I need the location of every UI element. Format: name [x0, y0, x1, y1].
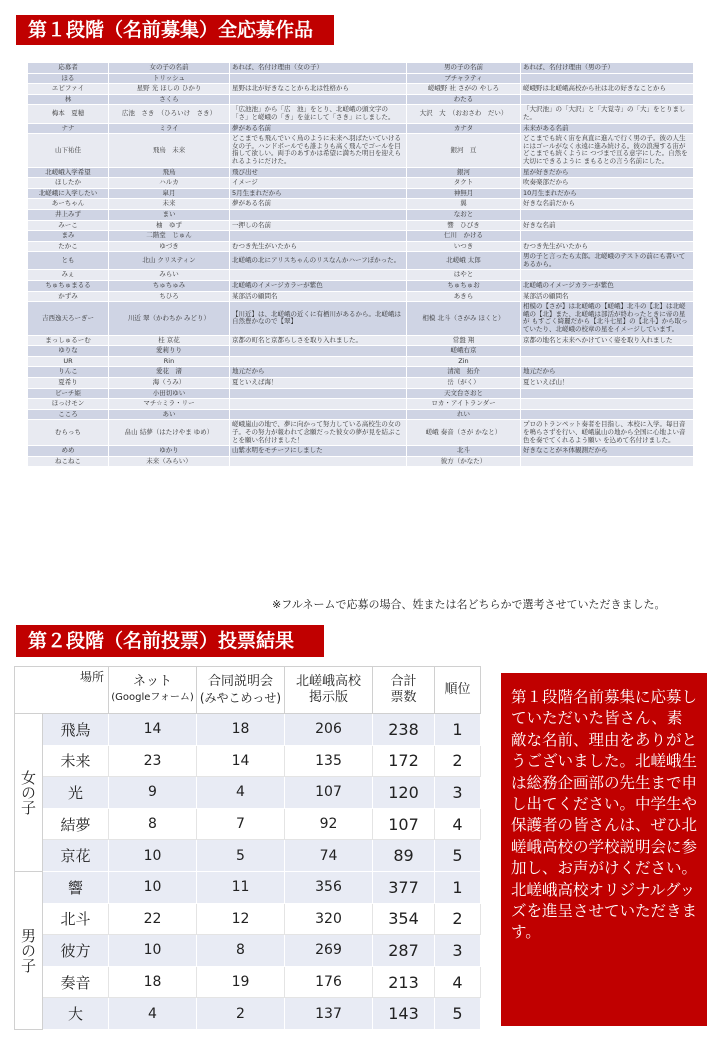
- entry-boy-name: ブチャラティ: [407, 73, 521, 84]
- boy-net-cell: 18: [109, 966, 197, 998]
- header-girl-name: 女の子の名前: [109, 63, 230, 74]
- briefing-header: [197, 667, 285, 714]
- boy-rank-cell: 1: [435, 871, 481, 903]
- entry-boy-reason: 男の子と言ったら太郎。北嵯峨のテストの前にも書いてあるから。: [521, 252, 694, 270]
- boy-briefing-cell: 19: [197, 966, 285, 998]
- entry-girl-reason: どこまでも飛んでいく鳥のように未来へ羽ばたいていける女の子。ハンドボールでも誰よりも高く飛んでゴールを目指して欲しい。両手のあすかは希望に満ちた明日を迎えられるようにだけた。: [230, 134, 407, 167]
- boy-briefing-cell: 11: [197, 871, 285, 903]
- boy-net-cell: 22: [109, 903, 197, 935]
- girl-total-cell: 172: [373, 745, 435, 777]
- boy-net-cell: 4: [109, 998, 197, 1030]
- boy-board-cell: 137: [285, 998, 373, 1030]
- entry-boy-name: タクト: [407, 178, 521, 189]
- entry-boy-name: ロカ・アイトランダー: [407, 399, 521, 410]
- thanks-message: 第１段階名前募集に応募していただいた皆さん、素敵な名前、理由をありがとうございました。北嵯峨生は総務企画部の先生まで申し出てください。中学生や保護者の皆さんは、ぜひ北嵯峨高校の学校説明会に参加し、お声がけください。北嵯峨高校オリジナルグッズを進呈させていただきます。: [501, 673, 707, 1026]
- entry-row: [28, 378, 694, 389]
- entry-girl-reason: イメージ: [230, 178, 407, 189]
- entry-row: [28, 220, 694, 231]
- girl-net-cell: 23: [109, 745, 197, 777]
- girl-group-label: 女の子: [15, 714, 43, 872]
- girl-rank-cell: 5: [435, 840, 481, 872]
- girl-briefing-cell: 5: [197, 840, 285, 872]
- entry-boy-reason: 地元だから: [521, 367, 694, 378]
- entry-applicant: 北嵯峨に入学したい: [28, 188, 109, 199]
- girl-briefing-cell: 18: [197, 714, 285, 746]
- girl-total-cell: 238: [373, 714, 435, 746]
- entry-girl-name: 星野 光 ほしの ひかり: [109, 84, 230, 95]
- entry-girl-name: さくら: [109, 94, 230, 105]
- girl-board-cell: 74: [285, 840, 373, 872]
- entry-boy-reason: 好きなことがネ体観測だから: [521, 446, 694, 457]
- entry-applicant: まみ: [28, 231, 109, 242]
- header-applicant: 応募者: [28, 63, 109, 74]
- entry-girl-reason: 【川近】は、北嵯峨の近くに有栖川があるから。北嵯峨は自然豊かなので【翠】: [230, 302, 407, 335]
- place-label: 場所: [79, 670, 104, 684]
- entry-applicant: エピファイ: [28, 84, 109, 95]
- entry-boy-name: 大沢 大 （おおさわ だい）: [407, 105, 521, 123]
- entry-boy-reason: プロのトランペット奏者を目指し、本校に入学。毎日音を鳴らさずを行い、嵯峨嵐山の地から全国に心地よい音色を奏でてくれるよう願い を込めて名付けました。: [521, 420, 694, 446]
- entry-girl-reason: [230, 209, 407, 220]
- entry-boy-reason: 10月生まれだから: [521, 188, 694, 199]
- entry-row: [28, 188, 694, 199]
- entry-row: [28, 446, 694, 457]
- entry-girl-name: まい: [109, 209, 230, 220]
- entry-boy-reason: [521, 399, 694, 410]
- entry-applicant: ほっけモン: [28, 399, 109, 410]
- entry-boy-reason: 嵯峨野は北嵯峨高校から社は北の好きなことから: [521, 84, 694, 95]
- entry-boy-name: 神無月: [407, 188, 521, 199]
- net-sub-label: (Googleフォーム): [111, 692, 194, 703]
- boy-board-cell: 356: [285, 871, 373, 903]
- entry-boy-reason: 相模の【さが】は北嵯峨の【嵯峨】北斗の【北】は北嵯峨の【北】また、北嵯峨は部活が終わったときに帝の星が もすごく綺麗だから【北斗七星】の【北斗】から取っていたり、北嵯峨の校章の星をイメージしています。: [521, 302, 694, 335]
- boy-briefing-cell: 8: [197, 935, 285, 967]
- entry-girl-name: 二階堂 じゅん: [109, 231, 230, 242]
- entry-applicant: みーこ: [28, 220, 109, 231]
- entry-girl-name: みらい: [109, 270, 230, 281]
- boy-rank-cell: 3: [435, 935, 481, 967]
- entry-boy-reason: [521, 209, 694, 220]
- entry-girl-name: ちゅちゅみ: [109, 281, 230, 292]
- girl-briefing-cell: 4: [197, 777, 285, 809]
- entry-girl-name: ちひろ: [109, 291, 230, 302]
- entry-boy-reason: [521, 409, 694, 420]
- girl-total-cell: 107: [373, 808, 435, 840]
- entry-boy-name: 響 ひびき: [407, 220, 521, 231]
- entry-boy-name: れい: [407, 409, 521, 420]
- entry-girl-reason: 某部活の顧問名: [230, 291, 407, 302]
- entries-body: [28, 63, 694, 467]
- entry-row: [28, 270, 694, 281]
- boy-rank-cell: 2: [435, 903, 481, 935]
- entry-boy-name: 銀河 亘: [407, 134, 521, 167]
- entry-girl-reason: [230, 388, 407, 399]
- entry-row: [28, 94, 694, 105]
- girl-result-row: [15, 840, 481, 872]
- entry-boy-reason: [521, 231, 694, 242]
- boy-result-row: [15, 871, 481, 903]
- entry-applicant: みぇ: [28, 270, 109, 281]
- entry-applicant: りんこ: [28, 367, 109, 378]
- girl-briefing-cell: 7: [197, 808, 285, 840]
- girl-rank-cell: 2: [435, 745, 481, 777]
- entry-row: [28, 409, 694, 420]
- entry-row: [28, 167, 694, 178]
- girl-result-row: [15, 714, 481, 746]
- entry-girl-reason: 5月生まれだから: [230, 188, 407, 199]
- entry-boy-name: いつき: [407, 241, 521, 252]
- total-label: 合計: [390, 674, 417, 689]
- boy-rank-cell: 5: [435, 998, 481, 1030]
- boy-result-row: [15, 935, 481, 967]
- entry-row: [28, 291, 694, 302]
- girl-board-cell: 206: [285, 714, 373, 746]
- entry-row: [28, 302, 694, 335]
- boy-total-cell: 354: [373, 903, 435, 935]
- header-boy-reason: あれば、名付け理由（男の子）: [521, 63, 694, 74]
- entry-row: [28, 456, 694, 467]
- entry-girl-reason: [230, 409, 407, 420]
- entry-boy-reason: [521, 94, 694, 105]
- girl-net-cell: 8: [109, 808, 197, 840]
- entry-row: [28, 420, 694, 446]
- boy-result-row: [15, 966, 481, 998]
- girl-name-cell: 結夢: [43, 808, 109, 840]
- entry-boy-name: 天文台さおと: [407, 388, 521, 399]
- entry-row: [28, 178, 694, 189]
- entry-girl-name: 愛莉りり: [109, 346, 230, 357]
- entry-girl-reason: 京都の町名と京都らしさを取り入れました。: [230, 335, 407, 346]
- girl-board-cell: 135: [285, 745, 373, 777]
- entry-boy-name: 仁川 かける: [407, 231, 521, 242]
- entry-boy-reason: [521, 270, 694, 281]
- entry-boy-name: Zin: [407, 356, 521, 367]
- girl-net-cell: 10: [109, 840, 197, 872]
- entry-row: [28, 134, 694, 167]
- entry-row: [28, 356, 694, 367]
- girl-rank-cell: 1: [435, 714, 481, 746]
- girl-board-cell: 92: [285, 808, 373, 840]
- entry-applicant: 林: [28, 94, 109, 105]
- entry-boy-reason: 北嵯峨のイメージカラーが紫色: [521, 281, 694, 292]
- entry-girl-name: 畠山 結夢（はたけやま ゆめ）: [109, 420, 230, 446]
- entry-applicant: めめ: [28, 446, 109, 457]
- entry-girl-reason: 地元だから: [230, 367, 407, 378]
- total-header: [373, 667, 435, 714]
- boy-total-cell: 287: [373, 935, 435, 967]
- entry-row: [28, 281, 694, 292]
- boy-group-label: 男の子: [15, 871, 43, 1029]
- entry-girl-name: 海（うみ）: [109, 378, 230, 389]
- girl-total-cell: 89: [373, 840, 435, 872]
- boy-name-cell: 響: [43, 871, 109, 903]
- entry-boy-name: 銀河: [407, 167, 521, 178]
- entry-boy-name: 岳（がく）: [407, 378, 521, 389]
- entry-girl-reason: [230, 94, 407, 105]
- entry-applicant: ちゅちゅまるる: [28, 281, 109, 292]
- boy-name-cell: 大: [43, 998, 109, 1030]
- entry-boy-name: 翼: [407, 199, 521, 210]
- entry-boy-name: 常盤 翔: [407, 335, 521, 346]
- header-boy-name: 男の子の名前: [407, 63, 521, 74]
- boy-briefing-cell: 2: [197, 998, 285, 1030]
- entry-row: [28, 231, 694, 242]
- entry-girl-reason: むつき先生がいたから: [230, 241, 407, 252]
- entry-applicant: 梅本 夏穂: [28, 105, 109, 123]
- entry-girl-reason: [230, 356, 407, 367]
- boy-board-cell: 320: [285, 903, 373, 935]
- selection-note: ※フルネームで応募の場合、姓または名どちらかで選考させていただきました。: [272, 598, 666, 611]
- entry-boy-reason: 好きな名前: [521, 220, 694, 231]
- entry-applicant: 山下祐佳: [28, 134, 109, 167]
- entry-row: [28, 105, 694, 123]
- board-header: [285, 667, 373, 714]
- entry-girl-name: 北山 クリスティン: [109, 252, 230, 270]
- entry-girl-name: 飛鳥: [109, 167, 230, 178]
- entry-boy-reason: 「大沢池」の「大沢」と「大覚寺」の「大」をとりました。: [521, 105, 694, 123]
- entry-boy-reason: 夏といえば山！: [521, 378, 694, 389]
- results-body: [15, 667, 481, 1030]
- girl-net-cell: 9: [109, 777, 197, 809]
- girl-name-cell: 飛鳥: [43, 714, 109, 746]
- stage2-title: 第２段階（名前投票）投票結果: [16, 625, 324, 657]
- entry-row: [28, 209, 694, 220]
- entry-girl-reason: 北嵯峨の北にアリスちゃんのリスなんかハーフぽかった。: [230, 252, 407, 270]
- briefing-sub-label: (みやこめっせ): [199, 691, 282, 705]
- entry-girl-reason: 山紫水明をモチーフにしました: [230, 446, 407, 457]
- entry-row: [28, 252, 694, 270]
- entry-boy-name: ちゅちゅお: [407, 281, 521, 292]
- entry-girl-reason: 北嵯峨のイメージカラーが紫色: [230, 281, 407, 292]
- entry-girl-name: 飛鳥 未来: [109, 134, 230, 167]
- entry-boy-name: 嵯峨 奏音（さが かなと）: [407, 420, 521, 446]
- entry-row: [28, 199, 694, 210]
- entry-girl-name: 未来: [109, 199, 230, 210]
- entry-applicant: 夏希り: [28, 378, 109, 389]
- entry-row: [28, 335, 694, 346]
- entry-row: [28, 346, 694, 357]
- stage1-title: 第１段階（名前募集）全応募作品: [16, 15, 334, 45]
- entry-applicant: ほる: [28, 73, 109, 84]
- girl-result-row: [15, 777, 481, 809]
- entry-girl-reason: [230, 270, 407, 281]
- entry-row: [28, 367, 694, 378]
- board-label: 北嵯峨高校: [295, 674, 361, 689]
- entry-boy-name: 北嵯峨 太郎: [407, 252, 521, 270]
- entry-girl-name: Rin: [109, 356, 230, 367]
- entry-girl-reason: 一押しの名前: [230, 220, 407, 231]
- entry-boy-reason: [521, 73, 694, 84]
- entry-row: [28, 84, 694, 95]
- boy-total-cell: 213: [373, 966, 435, 998]
- entry-boy-reason: むつき先生がいたから: [521, 241, 694, 252]
- entry-girl-name: 広池 さき （ひろいけ さき）: [109, 105, 230, 123]
- girl-rank-cell: 4: [435, 808, 481, 840]
- entry-boy-reason: [521, 346, 694, 357]
- entry-applicant: 北嵯峨入学希望: [28, 167, 109, 178]
- entry-boy-name: カナタ: [407, 123, 521, 134]
- boy-total-cell: 377: [373, 871, 435, 903]
- entry-applicant: まっしゅるーむ: [28, 335, 109, 346]
- entry-girl-reason: [230, 73, 407, 84]
- net-label: ネット: [132, 674, 172, 689]
- entries-table: [27, 62, 694, 467]
- entry-applicant: たかこ: [28, 241, 109, 252]
- entry-girl-name: トリッシュ: [109, 73, 230, 84]
- entry-boy-reason: 京都の地名と未来へかけていく姿を取り入れました: [521, 335, 694, 346]
- entry-girl-name: ミライ: [109, 123, 230, 134]
- girl-rank-cell: 3: [435, 777, 481, 809]
- girl-board-cell: 107: [285, 777, 373, 809]
- entry-boy-reason: [521, 388, 694, 399]
- entry-row: [28, 241, 694, 252]
- boy-name-cell: 北斗: [43, 903, 109, 935]
- entry-applicant: とも: [28, 252, 109, 270]
- entry-girl-reason: 夢がある名前: [230, 123, 407, 134]
- entry-boy-name: あきら: [407, 291, 521, 302]
- entry-applicant: 吉西逸天ろーぎー: [28, 302, 109, 335]
- girl-result-row: [15, 808, 481, 840]
- entry-girl-reason: 星野は北が好きなことから北は性格から: [230, 84, 407, 95]
- entry-applicant: 井上みず: [28, 209, 109, 220]
- entry-boy-reason: 好きな名前だから: [521, 199, 694, 210]
- entry-girl-reason: 夏といえば海！: [230, 378, 407, 389]
- entry-applicant: ピーチ姫: [28, 388, 109, 399]
- entry-girl-name: 川近 翠（かわちか みどり）: [109, 302, 230, 335]
- boy-result-row: [15, 903, 481, 935]
- entry-girl-name: あい: [109, 409, 230, 420]
- entry-girl-name: 桂 京花: [109, 335, 230, 346]
- entry-boy-reason: 星が好きだから: [521, 167, 694, 178]
- boy-board-cell: 269: [285, 935, 373, 967]
- entry-row: [28, 73, 694, 84]
- boy-net-cell: 10: [109, 935, 197, 967]
- entry-girl-reason: [230, 231, 407, 242]
- entry-applicant: あーちゃん: [28, 199, 109, 210]
- boy-result-row: [15, 998, 481, 1030]
- girl-result-row: [15, 745, 481, 777]
- entry-boy-name: 北斗: [407, 446, 521, 457]
- entry-applicant: かずみ: [28, 291, 109, 302]
- entry-girl-reason: [230, 346, 407, 357]
- entry-girl-reason: 夢がある名前: [230, 199, 407, 210]
- results-table: [14, 666, 481, 1030]
- entry-girl-name: 小田切ゆい: [109, 388, 230, 399]
- boy-net-cell: 10: [109, 871, 197, 903]
- entry-applicant: ねこねこ: [28, 456, 109, 467]
- results-header-row: [15, 667, 481, 714]
- girl-briefing-cell: 14: [197, 745, 285, 777]
- entry-girl-name: 愛花 渚: [109, 367, 230, 378]
- girl-name-cell: 京花: [43, 840, 109, 872]
- boy-name-cell: 奏音: [43, 966, 109, 998]
- briefing-label: 合同説明会: [207, 674, 273, 689]
- entry-boy-name: 相模 北斗（さがみ ほくと）: [407, 302, 521, 335]
- entry-boy-name: 嵯峨右京: [407, 346, 521, 357]
- entry-applicant: むらっち: [28, 420, 109, 446]
- entry-boy-reason: どこまでも続く宙を真直に進んで行く男の子。彼の人生にはゴールがなく永遠に進み続ける。彼の浪漫する宙がどこまでも続くように つづまで亘る意字にした。自然を大切にできるように まもるとの言う名前にした。: [521, 134, 694, 167]
- boy-board-cell: 176: [285, 966, 373, 998]
- entry-girl-name: マチ☆ミラ・リー: [109, 399, 230, 410]
- entry-boy-name: はやと: [407, 270, 521, 281]
- entries-header-row: [28, 63, 694, 74]
- entry-applicant: UR: [28, 356, 109, 367]
- girl-total-cell: 120: [373, 777, 435, 809]
- entry-boy-reason: 吹奏楽部だから: [521, 178, 694, 189]
- entry-girl-name: ハルカ: [109, 178, 230, 189]
- entry-girl-name: ゆかり: [109, 446, 230, 457]
- entry-applicant: こころ: [28, 409, 109, 420]
- boy-rank-cell: 4: [435, 966, 481, 998]
- entry-girl-reason: [230, 399, 407, 410]
- entry-boy-name: なおと: [407, 209, 521, 220]
- entry-applicant: ゆりな: [28, 346, 109, 357]
- entry-row: [28, 388, 694, 399]
- place-header: [15, 667, 109, 714]
- boy-briefing-cell: 12: [197, 903, 285, 935]
- entry-boy-reason: 未来がある名前: [521, 123, 694, 134]
- net-header: [109, 667, 197, 714]
- entry-row: [28, 399, 694, 410]
- entry-girl-reason: 飛び出せ: [230, 167, 407, 178]
- entry-girl-reason: 嵯峨嵐山の地で、夢に向かって努力している高校生の女の子。その努力が報われて念願だった彼女の夢が見を結ぶことを願い名付けました！: [230, 420, 407, 446]
- total-sub-label: 票数: [390, 690, 417, 705]
- entry-boy-name: 嵯峨野 社 さがの やしろ: [407, 84, 521, 95]
- entry-boy-reason: [521, 356, 694, 367]
- entry-applicant: ナナ: [28, 123, 109, 134]
- entry-row: [28, 123, 694, 134]
- entry-boy-name: 彼方（かなた）: [407, 456, 521, 467]
- entry-boy-name: わたる: [407, 94, 521, 105]
- board-sub-label: 掲示版: [308, 690, 348, 705]
- girl-name-cell: 未来: [43, 745, 109, 777]
- entry-applicant: ほしたか: [28, 178, 109, 189]
- entry-girl-name: 皐月: [109, 188, 230, 199]
- boy-name-cell: 彼方: [43, 935, 109, 967]
- entry-boy-reason: 某部活の顧問名: [521, 291, 694, 302]
- girl-name-cell: 光: [43, 777, 109, 809]
- entry-girl-name: ゆづき: [109, 241, 230, 252]
- boy-total-cell: 143: [373, 998, 435, 1030]
- entry-girl-reason: 「広池池」から「広 池」をとり、北嵯峨の頭文字の「さ」と嵯峨の「き」を並にして「さき」にしました。: [230, 105, 407, 123]
- rank-header: 順位: [435, 667, 481, 714]
- entry-girl-reason: [230, 456, 407, 467]
- entry-boy-name: 清滝 拓介: [407, 367, 521, 378]
- header-girl-reason: あれば、名付け理由（女の子）: [230, 63, 407, 74]
- entry-girl-name: 未来（みらい）: [109, 456, 230, 467]
- entry-girl-name: 柚 ゆず: [109, 220, 230, 231]
- entry-boy-reason: [521, 456, 694, 467]
- girl-net-cell: 14: [109, 714, 197, 746]
